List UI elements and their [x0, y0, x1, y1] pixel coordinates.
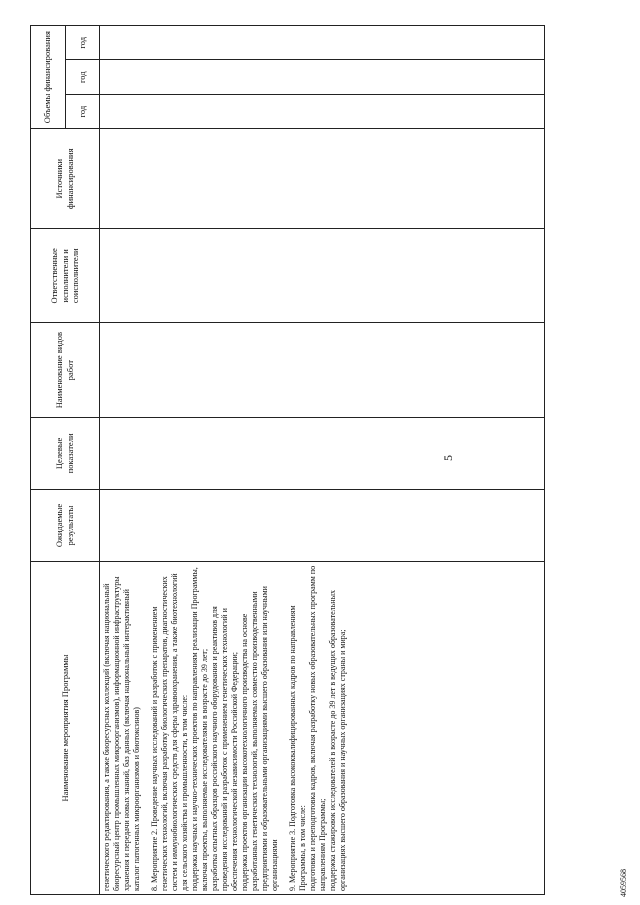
page-number: 5	[441, 455, 455, 461]
activity-paragraph: 8. Мероприятие 2. Проведение научных исследований и разработок с применением генетических технологий, включая разработку биологических препаратов, диагностических систем и иммунобиологических средств для сферы здравоохранения, а также биотехнологий для сельского хозяйства и промышленности, в том числе:	[150, 573, 189, 891]
funding-year-2-cell	[100, 60, 545, 94]
header-program-activity: Наименование мероприятия Программы	[31, 562, 100, 895]
header-year-3: год	[65, 26, 100, 61]
header-executors: Ответственные исполнители и соисполнители	[31, 229, 100, 323]
activity-cell	[100, 562, 545, 895]
activity-paragraph: генетического редактирования, а также биоресурсных коллекций (включая национальный биоресурсный центр промышленных микроорганизмов), информационной инфраструктуры хранения и передачи новых знаний, баз данных (включая национальный интерактивный каталог патогенных микроорганизмов и биотоксинов)	[102, 576, 141, 891]
header-funding-volume: Объемы финансирования	[31, 26, 66, 129]
paragraph-gap	[280, 565, 288, 891]
header-funding-sources: Источники финансирования	[31, 129, 100, 229]
funding-year-3-cell	[100, 26, 545, 61]
funding-sources-cell	[100, 129, 545, 229]
activity-paragraph: подготовка и переподготовка кадров, включая разработку новых образовательных программ по направлениям Программы;	[308, 565, 327, 891]
header-target-indicators: Целевые показатели	[31, 417, 100, 489]
body-row	[100, 26, 545, 895]
document-code: 4059568	[619, 869, 628, 897]
header-expected-results: Ожидаемые результаты	[31, 489, 100, 561]
header-year-1: год	[65, 94, 100, 128]
header-work-types: Наименование видов работ	[31, 323, 100, 417]
program-table	[30, 25, 545, 895]
work-types-cell	[100, 323, 545, 417]
header-year-2: год	[65, 60, 100, 94]
expected-results-cell	[100, 489, 545, 561]
activity-paragraph: поддержка стажировок исследователей в возрасте до 39 лет в ведущих образовательных организациях высшего образования и научных организациях страны и мира;	[328, 590, 347, 891]
header-row	[31, 26, 66, 895]
activity-paragraph: поддержка научных и научно-технических проектов по направлениям реализации Программы, включая проекты, выполняемые исследователями в возрасте до 39 лет;	[190, 567, 209, 891]
activity-list	[102, 565, 348, 891]
funding-year-1-cell	[100, 94, 545, 128]
activity-paragraph: 9. Мероприятие 3. Подготовка высококвалифицированных кадров по направлениям Программы, в том числе:	[288, 605, 307, 891]
activity-paragraph: разработка опытных образцов российского научного оборудования и реактивов для проведения исследований и разработок с применением генетических технологий и обеспечения технологической независимости Российской Федерации;	[210, 606, 239, 891]
target-indicators-cell	[100, 417, 545, 489]
paragraph-gap	[142, 565, 150, 891]
activity-paragraph: поддержка проектов организации высокотехнологичного производства на основе разработанных генетических технологий, выполняемых совместно производственными предприятиями и образовательными организациями высшего образования или научными организациями	[240, 586, 279, 891]
executors-cell	[100, 229, 545, 323]
